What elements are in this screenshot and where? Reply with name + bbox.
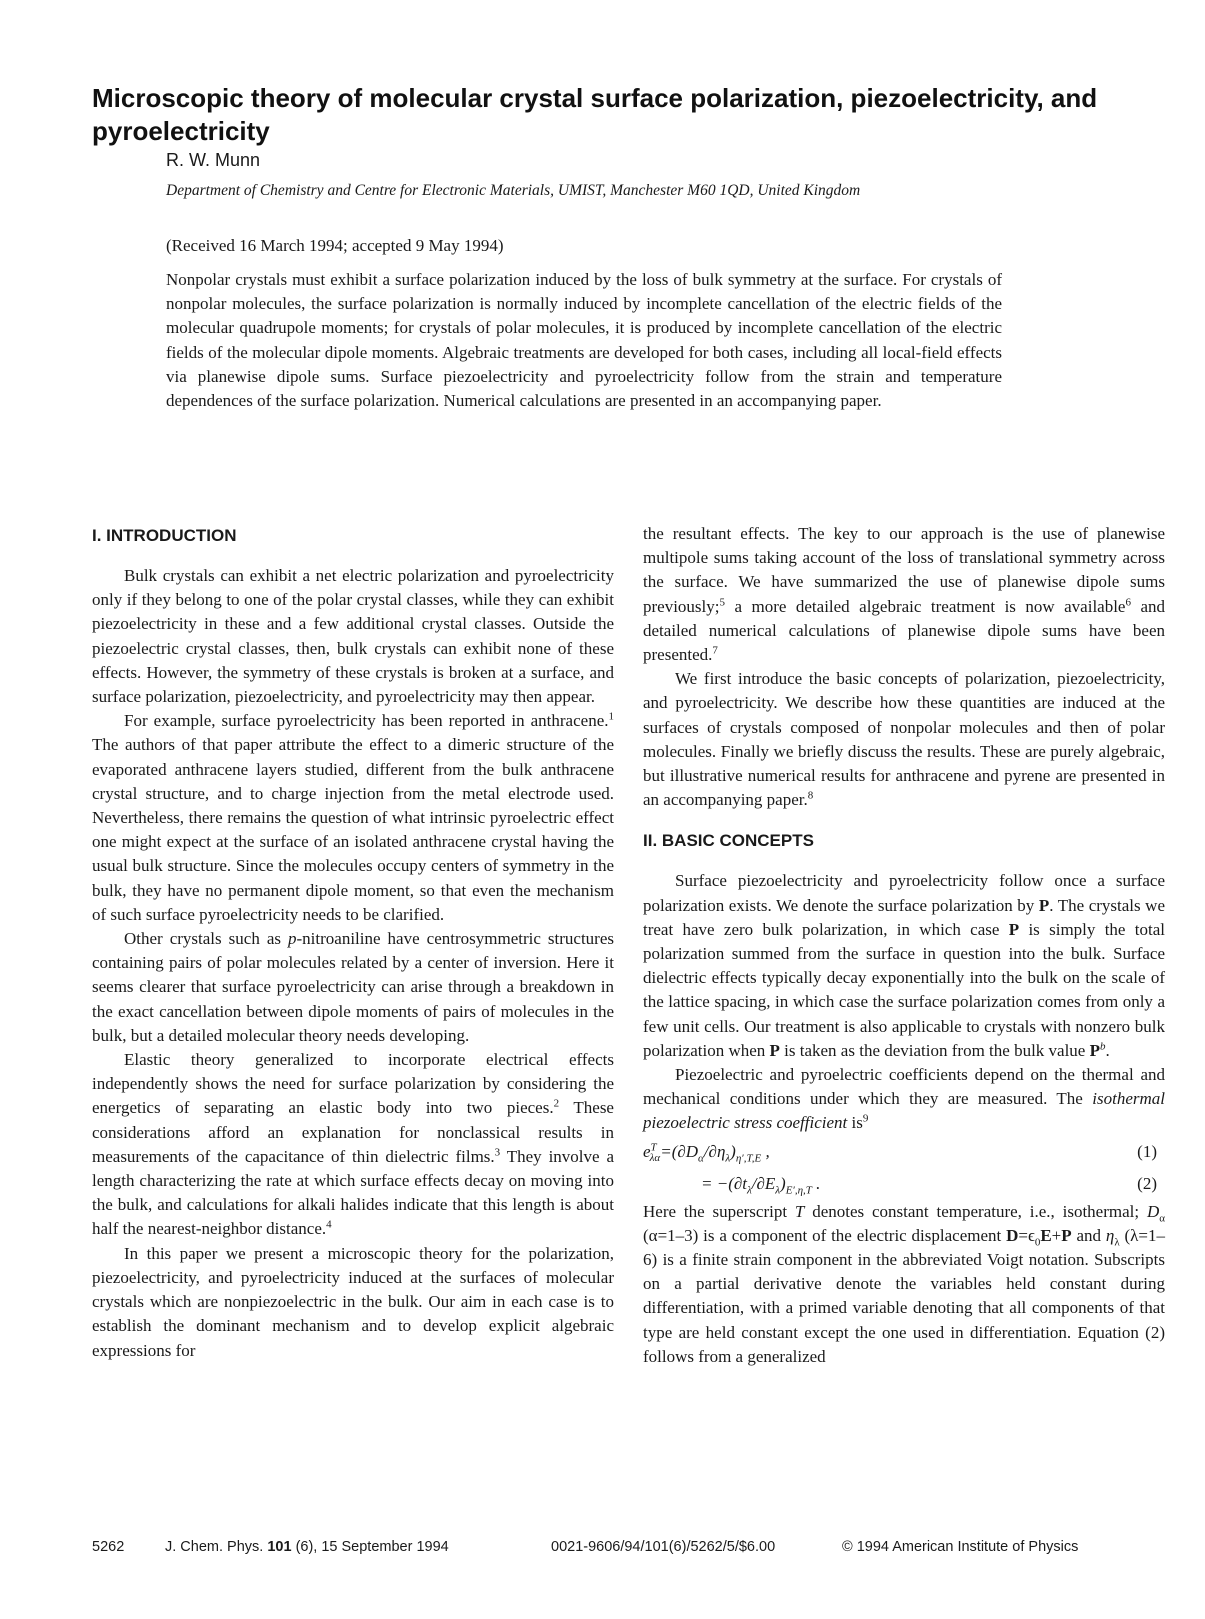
- author-affiliation: Department of Chemistry and Centre for Electronic Materials, UMIST, Manchester M60 1QD, United Kingdom: [166, 182, 861, 199]
- basic-paragraph-1: Surface piezoelectricity and pyroelectricity follow once a surface polarization exists. We denote the surface polarization by P. The crystals we treat have zero bulk polarization, in which case P is simply the total polarization summed from the surface in question into the bulk. Surface dielectric effects typically decay exponentially into the bulk on the scale of the lattice spacing, in which case the surface polarization comes from only a few unit cells. Our treatment is also applicable to crystals with nonzero bulk polarization when P is taken as the deviation from the bulk value $P^b$.: [643, 871, 1166, 1060]
- paper-title: Microscopic theory of molecular crystal surface polarization, piezoelectricity, and pyroelectricity: [92, 83, 1098, 146]
- footer-volume: 101: [267, 1539, 292, 1555]
- text-run: -nitroaniline have centrosymmetric structures containing pairs of polar molecules related by a center of inversion. Here it seems clearer that surface pyroelectricity can arise through a breakdown in the exact cancellation between dipole moments of pairs of molecules in the bulk, but a detailed molecular theory needs developing.: [92, 929, 614, 1045]
- text-run: denotes constant temperature, i.e., isothermal;: [804, 1201, 1147, 1221]
- footer-page-number: 5262: [92, 1539, 125, 1555]
- reference-marker: 6: [1125, 595, 1131, 608]
- text-run: is taken as the deviation from the bulk value: [779, 1040, 1090, 1060]
- text-run: Here the superscript: [643, 1201, 795, 1221]
- text-run: is: [847, 1113, 863, 1133]
- footer-journal: [165, 1539, 449, 1555]
- intro-paragraph-3: [92, 927, 614, 1048]
- intro-paragraph-7: [643, 667, 1165, 812]
- text-run: (λ=1–6) is a finite strain component in the abbreviated Voigt notation. Subscripts on a partial derivative denote the variables held constant during differentiation, with a primed variable denoting that all components of that type are held constant except the one used in differentiation. Equation (2) follows from a generalized: [643, 1225, 1166, 1366]
- section-heading-basic-concepts: II. BASIC CONCEPTS: [643, 831, 814, 851]
- footer-article-code: 0021-9606/94/101(6)/5262/5/$6.00: [551, 1539, 776, 1555]
- text-run-italic: p: [288, 929, 297, 949]
- text-run: We first introduce the basic concepts of polarization, piezoelectricity, and pyroelectricity. We describe how these quantities are induced at the surfaces of crystals composed of nonpolar molecules and then of polar molecules. Finally we briefly discuss the results. These are purely algebraic, but illustrative numerical results for anthracene and pyrene are presented in an accompanying paper.: [643, 669, 1165, 810]
- basic-paragraph-3: Here the superscript T denotes constant temperature, i.e., isothermal; $D_\alpha$ (α=1–3) is a component of the electric displacement $D=\epsilon_0E+P$ and $\eta_\lambda$ (λ=1–6) is a finite strain component in the abbreviated Voigt notation. Subscripts on a partial derivative denote the variables held constant during differentiation, with a primed variable denoting that all components of that type are held constant except the one used in differentiation. Equation (2) follows from a generalized: [643, 1201, 1166, 1366]
- reference-marker: 4: [326, 1218, 332, 1231]
- reference-marker: 5: [719, 595, 725, 608]
- superscript-b: b: [1100, 1040, 1106, 1053]
- equation-2-number: (2): [1137, 1173, 1157, 1193]
- equation-1-expression: $e^T_{\lambda\alpha}=(\partial D_\alpha/\partial\eta_\lambda)_{\eta',T,E}$ ,: [643, 1141, 770, 1165]
- text-run: a more detailed algebraic treatment is now available: [725, 596, 1126, 616]
- reference-marker: 9: [862, 1112, 869, 1125]
- intro-paragraph-1: Bulk crystals can exhibit a net electric polarization and pyroelectricity only if they belong to one of the polar crystal classes, while they can exhibit piezoelectricity in these and a few additional crystal classes. Outside the piezoelectric crystal classes, then, bulk crystals can exhibit none of these effects. However, the symmetry of these crystals is broken at a surface, and surface polarization, piezoelectricity, and pyroelectricity may then appear.: [92, 566, 614, 707]
- equation-2: [643, 1168, 1165, 1200]
- text-run: (6), 15 September 1994: [291, 1539, 449, 1555]
- symbol-T: T: [794, 1201, 805, 1221]
- intro-paragraph-2: [92, 709, 614, 927]
- text-run: For example, surface pyroelectricity has been reported in anthracene.: [124, 711, 609, 731]
- left-column: [92, 524, 614, 1363]
- symbol-P: P: [769, 1040, 780, 1060]
- text-run: The authors of that paper attribute the effect to a dimeric structure of the evaporated anthracene layers studied, different from the bulk anthracene crystal structure, and to charge injection from the metal electrode used. Nevertheless, there remains the question of what intrinsic pyroelectric effect one might expect at the surface of an isolated anthracene crystal having the usual bulk structure. Since the molecules occupy centers of symmetry in the bulk, they have no permanent dipole moment, so that even the mechanism of such surface pyroelectricity needs to be clarified.: [92, 735, 614, 924]
- text-run: and: [1071, 1225, 1106, 1245]
- reference-marker: 1: [608, 710, 614, 723]
- text-run: Surface piezoelectricity and pyroelectricity follow once a surface polarization exists. We denote the surface polarization by: [643, 871, 1165, 915]
- text-run: J. Chem. Phys.: [165, 1539, 268, 1555]
- footer-copyright: © 1994 American Institute of Physics: [842, 1539, 1079, 1555]
- reference-marker: 2: [553, 1097, 560, 1110]
- symbol-P: P: [1089, 1040, 1100, 1060]
- text-run: Piezoelectric and pyroelectric coefficients depend on the thermal and mechanical conditions under which they are measured. The: [643, 1065, 1165, 1109]
- text-run: Elastic theory generalized to incorporate electrical effects independently shows the need for surface polarization by considering the energetics of separating an elastic body into two pieces.: [92, 1050, 614, 1118]
- text-run: (α=1–3) is a component of the electric displacement: [643, 1225, 1007, 1245]
- right-column: [643, 522, 1165, 1369]
- symbol-P: P: [1038, 895, 1050, 915]
- text-run-italic: isothermal piezoelectric stress coefficient: [643, 1089, 1165, 1133]
- reference-marker: 8: [807, 789, 814, 802]
- abstract: Nonpolar crystals must exhibit a surface polarization induced by the loss of bulk symmetry at the surface. For crystals of nonpolar molecules, the surface polarization is normally induced by incomplete cancellation of the electric fields of the molecular quadrupole moments; for crystals of polar molecules, it is produced by incomplete cancellation of the electric fields of the molecular dipole moments. Algebraic treatments are developed for both cases, including all local-field effects via planewise dipole sums. Surface piezoelectricity and pyroelectricity follow from the strain and temperature dependences of the surface polarization. Numerical calculations are presented in an accompanying paper.: [166, 270, 1002, 411]
- symbol-P: P: [1008, 919, 1020, 939]
- text-run: . The crystals we treat have zero bulk polarization, in which case: [643, 895, 1166, 939]
- text-run: They involve a length characterizing the rate at which surface effects decay on moving into the bulk, and calculations for alkali halides indicate that this length is about half the nearest-neighbor distance.: [92, 1146, 614, 1239]
- text-run: These considerations afford an explanation for nonclassical results in measurements of the capacitance of thin dielectric films.: [92, 1098, 614, 1166]
- text-run: is simply the total polarization summed from the surface in question into the bulk. Surface dielectric effects typically decay exponentially into the bulk on the scale of the lattice spacing, in which case the surface polarization comes from only a few unit cells. Our treatment is also applicable to crystals with nonzero bulk polarization when: [643, 919, 1166, 1060]
- intro-paragraph-5: In this paper we present a microscopic theory for the polarization, piezoelectricity, and pyroelectricity induced at the surfaces of molecular crystals which are nonpiezoelectric in the bulk. Our aim in each case is to establish the dominant mechanism and to develop explicit algebraic expressions for: [92, 1243, 614, 1360]
- equation-2-expression: = $-(\partial t_\lambda/\partial E_\lambda)_{E',\eta,T}$ .: [701, 1173, 821, 1197]
- reference-marker: 3: [494, 1146, 501, 1159]
- intro-paragraph-6: [643, 522, 1165, 667]
- basic-paragraph-2: [643, 1063, 1165, 1136]
- text-run: Other crystals such as: [124, 929, 289, 949]
- received-date: (Received 16 March 1994; accepted 9 May 1994): [166, 236, 504, 255]
- equation-1: [643, 1136, 1165, 1168]
- reference-marker: 7: [712, 644, 718, 657]
- intro-paragraph-4: [92, 1048, 614, 1242]
- section-heading-introduction: I. INTRODUCTION: [92, 526, 237, 545]
- text-run: the resultant effects. The key to our approach is the use of planewise multipole sums taking account of the loss of translational symmetry across the surface. We have summarized the use of planewise dipole sums previously;: [643, 524, 1165, 616]
- author-name: R. W. Munn: [166, 150, 261, 170]
- equation-1-number: (1): [1137, 1141, 1157, 1161]
- text-run: and detailed numerical calculations of planewise dipole sums have been presented.: [643, 596, 1165, 665]
